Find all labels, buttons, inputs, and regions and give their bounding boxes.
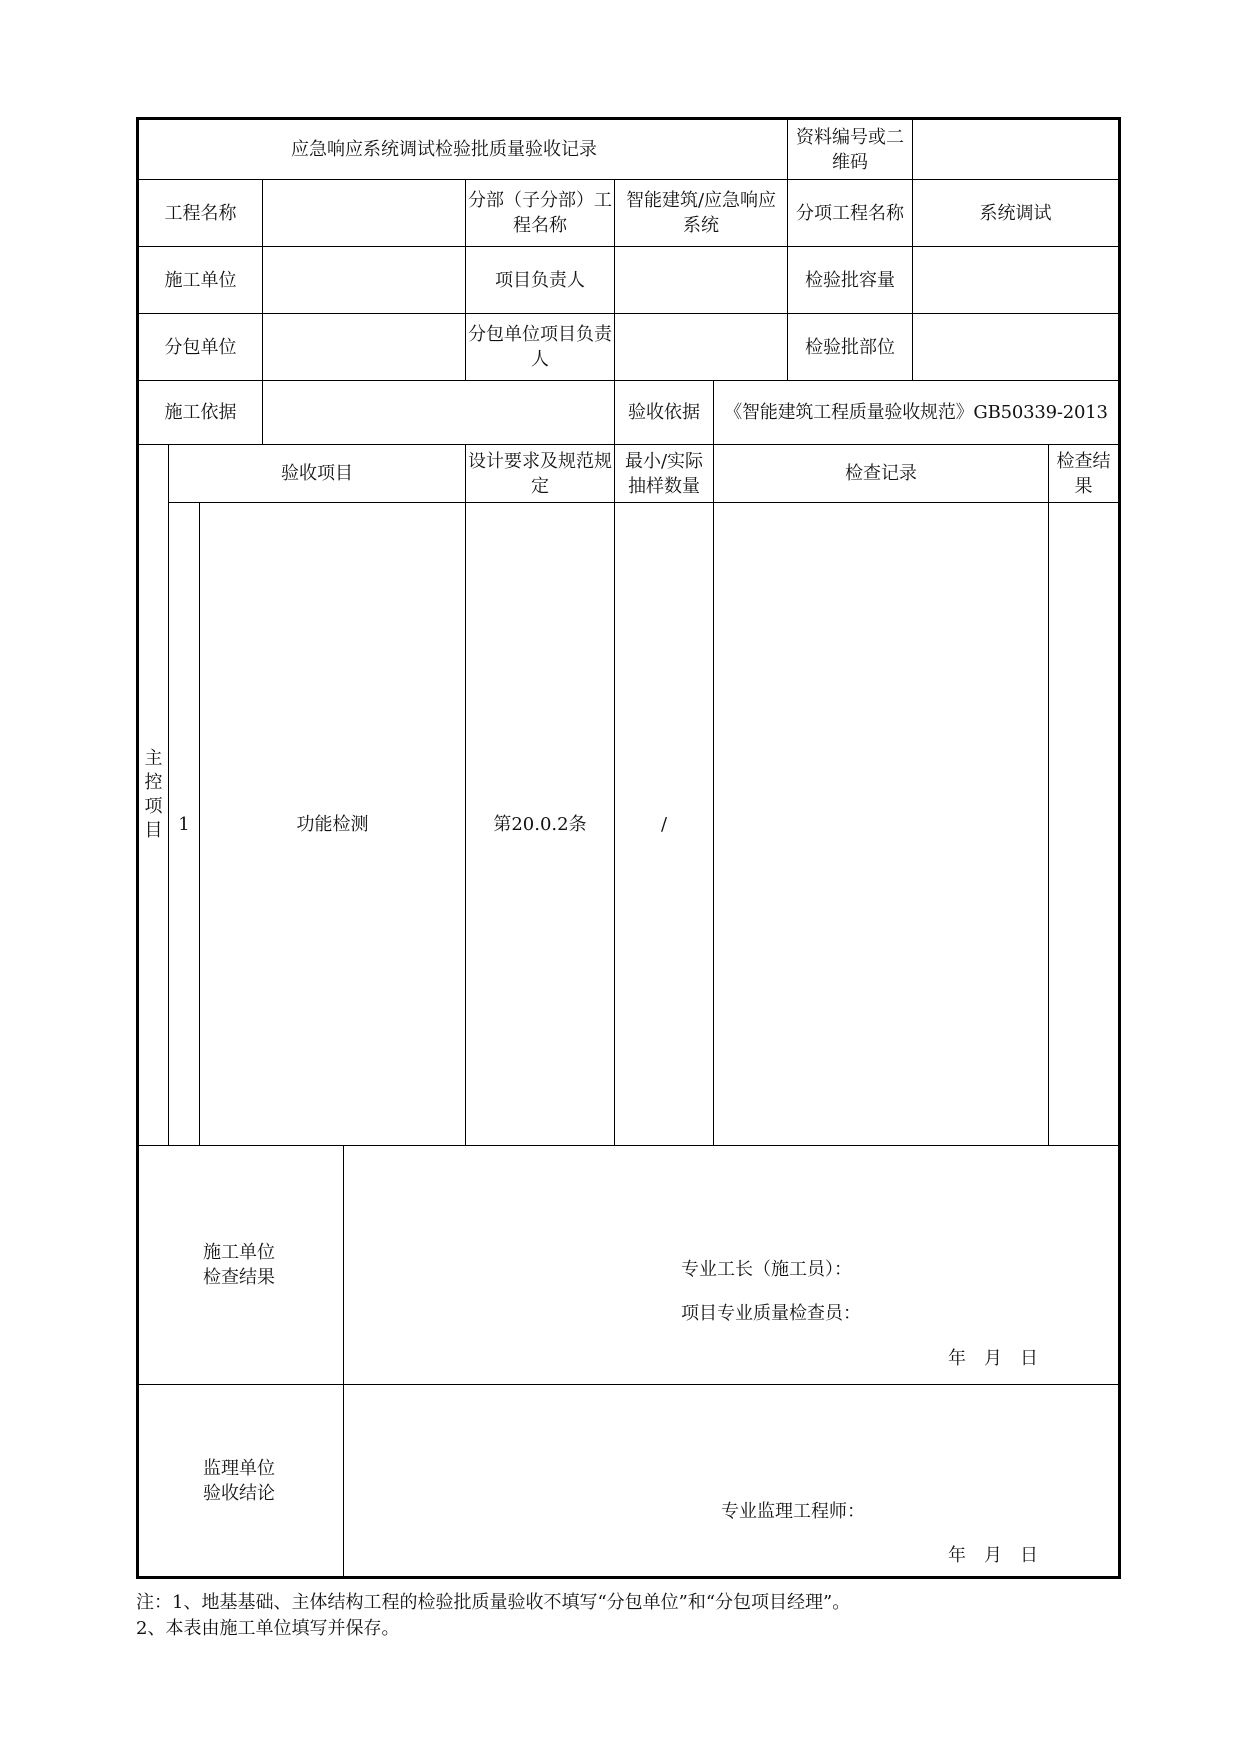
contractor-field[interactable] bbox=[263, 247, 466, 314]
foreman-signature-label: 专业工长（施工员）： bbox=[681, 1259, 852, 1280]
doc-no-label: 资料编号或二维码 bbox=[788, 119, 913, 180]
batch-capacity-label: 检验批容量 bbox=[788, 247, 913, 314]
table-row bbox=[138, 503, 1120, 1146]
supervisor-date: 年 月 日 bbox=[948, 1545, 1038, 1566]
subcontractor-label: 分包单位 bbox=[138, 314, 263, 381]
batch-location-label: 检验批部位 bbox=[788, 314, 913, 381]
row-sample[interactable]: / bbox=[615, 503, 714, 1146]
row-design: 第20.0.2条 bbox=[466, 503, 615, 1146]
note-line-1: 注：1、地基基础、主体结构工程的检验批质量验收不填写“分包单位”和“分包项目经理”。 bbox=[136, 1592, 851, 1613]
row-record[interactable] bbox=[714, 503, 1049, 1146]
batch-location-field[interactable] bbox=[913, 314, 1120, 381]
main-control-group bbox=[138, 445, 169, 1146]
doc-no-field[interactable] bbox=[913, 119, 1120, 180]
sub-manager-field[interactable] bbox=[615, 314, 788, 381]
col-sample-header: 最小/实际抽样数量 bbox=[615, 445, 714, 503]
inspection-form bbox=[136, 117, 1121, 1579]
supervisor-check-area[interactable] bbox=[344, 1385, 1120, 1578]
col-result-header: 检查结果 bbox=[1049, 445, 1120, 503]
construction-basis-label: 施工依据 bbox=[138, 381, 263, 445]
col-design-header: 设计要求及规范规定 bbox=[466, 445, 615, 503]
row-result[interactable] bbox=[1049, 503, 1120, 1146]
contractor-check-area[interactable] bbox=[344, 1146, 1120, 1385]
subdivision-value[interactable]: 智能建筑/应急响应系统 bbox=[615, 180, 788, 247]
contractor-label: 施工单位 bbox=[138, 247, 263, 314]
supervisor-check-label bbox=[138, 1385, 344, 1578]
col-record-header: 检查记录 bbox=[714, 445, 1049, 503]
engineer-signature-label: 专业监理工程师： bbox=[721, 1501, 865, 1522]
note-line-2: 2、本表由施工单位填写并保存。 bbox=[136, 1618, 400, 1639]
inspector-signature-label: 项目专业质量检查员： bbox=[681, 1303, 861, 1324]
acceptance-basis-value: 《智能建筑工程质量验收规范》GB50339-2013 bbox=[714, 381, 1120, 445]
contractor-date: 年 月 日 bbox=[948, 1348, 1038, 1369]
construction-basis-field[interactable] bbox=[263, 381, 615, 445]
batch-capacity-field[interactable] bbox=[913, 247, 1120, 314]
project-manager-label: 项目负责人 bbox=[466, 247, 615, 314]
form-notes bbox=[136, 1590, 850, 1642]
acceptance-basis-label: 验收依据 bbox=[615, 381, 714, 445]
subcontractor-field[interactable] bbox=[263, 314, 466, 381]
project-name-label: 工程名称 bbox=[138, 180, 263, 247]
col-item-header: 验收项目 bbox=[169, 445, 466, 503]
project-name-field[interactable] bbox=[263, 180, 466, 247]
contractor-check-label bbox=[138, 1146, 344, 1385]
supervisor-check-label-text: 监理单位验收结论 bbox=[203, 1457, 275, 1504]
form-table bbox=[136, 117, 1121, 1579]
subitem-label: 分项工程名称 bbox=[788, 180, 913, 247]
subitem-value[interactable]: 系统调试 bbox=[913, 180, 1120, 247]
row-number: 1 bbox=[169, 503, 200, 1146]
row-item: 功能检测 bbox=[200, 503, 466, 1146]
main-control-label: 主控项目 bbox=[144, 748, 163, 841]
contractor-check-label-text: 施工单位检查结果 bbox=[203, 1242, 275, 1288]
form-title: 应急响应系统调试检验批质量验收记录 bbox=[138, 119, 788, 180]
subdivision-label: 分部（子分部）工程名称 bbox=[466, 180, 615, 247]
sub-manager-label: 分包单位项目负责人 bbox=[466, 314, 615, 381]
project-manager-field[interactable] bbox=[615, 247, 788, 314]
